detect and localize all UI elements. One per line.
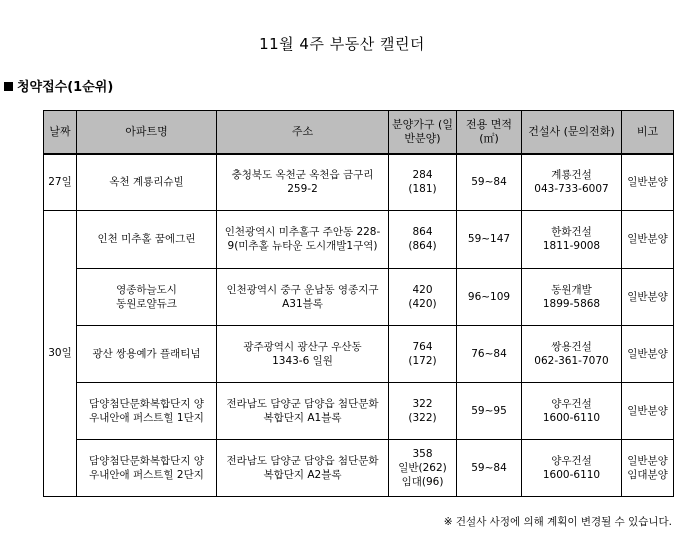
note-cell: 일반분양 임대분양	[622, 439, 674, 496]
note-cell: 일반분양	[622, 268, 674, 325]
calendar-table	[43, 110, 674, 497]
apartment-cell: 옥천 계룡리슈빌	[77, 154, 217, 210]
builder-cell: 한화건설 1811-9008	[522, 210, 622, 268]
units-cell: 322 (322)	[389, 382, 457, 439]
apartment-cell: 인천 미추홀 꿈에그린	[77, 210, 217, 268]
address-cell: 충청북도 옥천군 옥천읍 금구리 259-2	[217, 154, 389, 210]
table-row	[44, 268, 674, 325]
note-cell: 일반분양	[622, 325, 674, 382]
area-cell: 96~109	[457, 268, 522, 325]
address-cell: 광주광역시 광산구 우산동 1343-6 일원	[217, 325, 389, 382]
area-cell: 59~84	[457, 439, 522, 496]
area-cell: 59~95	[457, 382, 522, 439]
header-address: 주소	[217, 111, 389, 155]
header-date: 날짜	[44, 111, 77, 155]
footnote: ※ 건설사 사정에 의해 계획이 변경될 수 있습니다.	[443, 516, 672, 528]
units-cell: 864 (864)	[389, 210, 457, 268]
table-header-row	[44, 111, 674, 155]
note-cell: 일반분양	[622, 154, 674, 210]
note-cell: 일반분양	[622, 210, 674, 268]
apartment-cell: 광산 쌍용예가 플래티넘	[77, 325, 217, 382]
table-row	[44, 439, 674, 496]
square-bullet-icon	[4, 82, 13, 91]
units-cell: 420 (420)	[389, 268, 457, 325]
address-cell: 인천광역시 중구 운남동 영종지구 A31블록	[217, 268, 389, 325]
builder-cell: 양우건설 1600-6110	[522, 439, 622, 496]
builder-cell: 동원개발 1899-5868	[522, 268, 622, 325]
table-row	[44, 154, 674, 210]
units-cell: 358 일반(262) 임대(96)	[389, 439, 457, 496]
units-cell: 764 (172)	[389, 325, 457, 382]
area-cell: 59~84	[457, 154, 522, 210]
header-area: 전용 면적 (㎡)	[457, 111, 522, 155]
section-heading	[4, 76, 113, 95]
date-cell: 27일	[44, 154, 77, 210]
builder-cell: 쌍용건설 062-361-7070	[522, 325, 622, 382]
apartment-cell: 영종하늘도시 동원로얄듀크	[77, 268, 217, 325]
header-units: 분양가구 (일반분양)	[389, 111, 457, 155]
table-row	[44, 325, 674, 382]
header-apartment: 아파트명	[77, 111, 217, 155]
address-cell: 전라남도 담양군 담양읍 첨단문화 복합단지 A2블록	[217, 439, 389, 496]
table-row	[44, 382, 674, 439]
page-title: 11월 4주 부동산 캘린더	[259, 35, 425, 53]
apartment-cell: 담양첨단문화복합단지 양 우내안애 퍼스트힐 2단지	[77, 439, 217, 496]
note-cell: 일반분양	[622, 382, 674, 439]
address-cell: 인천광역시 미추홀구 주안동 228- 9(미추홀 뉴타운 도시개발1구역)	[217, 210, 389, 268]
section-title: 청약접수(1순위)	[17, 80, 114, 95]
header-builder: 건설사 (문의전화)	[522, 111, 622, 155]
builder-cell: 양우건설 1600-6110	[522, 382, 622, 439]
header-note: 비고	[622, 111, 674, 155]
apartment-cell: 담양첨단문화복합단지 양 우내안애 퍼스트힐 1단지	[77, 382, 217, 439]
area-cell: 76~84	[457, 325, 522, 382]
builder-cell: 계룡건설 043-733-6007	[522, 154, 622, 210]
units-cell: 284 (181)	[389, 154, 457, 210]
table-row	[44, 210, 674, 268]
address-cell: 전라남도 담양군 담양읍 첨단문화 복합단지 A1블록	[217, 382, 389, 439]
area-cell: 59~147	[457, 210, 522, 268]
date-cell: 30일	[44, 210, 77, 496]
